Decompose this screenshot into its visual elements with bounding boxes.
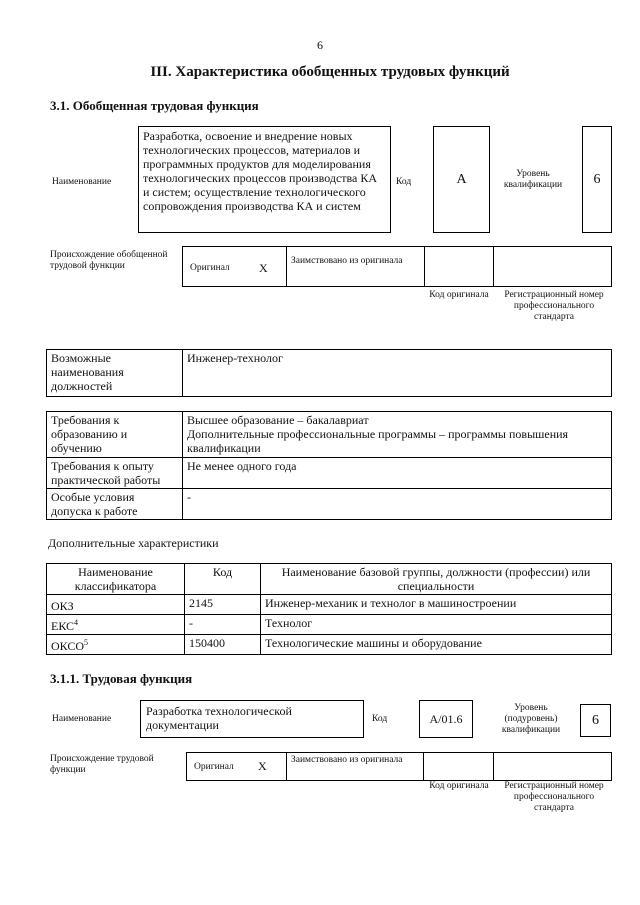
- gen-code-orig-label: Код оригинала: [429, 290, 489, 300]
- gen-name-value: Разработка, освоение и внедрение новых технологических процессов, материалов и программных продуктов для моделирования технологических процессов производства КА и систем; осуществление технологического сопровождения производства КА и систем: [138, 126, 391, 233]
- positions-table: [46, 349, 612, 397]
- additional-header-name: Наименование базовой группы, должности (профессии) или специальности: [261, 564, 612, 595]
- gen-origin-label: Происхождение обобщенной трудовой функции: [50, 250, 168, 271]
- gen-reg-num-label: Регистрационный номер профессионального стандарта: [504, 290, 604, 322]
- req-experience-label: Требования к опыту практической работы: [47, 458, 183, 489]
- labor-level-label: Уровень (подуровень) квалификации: [501, 703, 561, 735]
- labor-level-value: 6: [580, 704, 611, 737]
- gen-level-label: Уровень квалификации: [503, 169, 563, 190]
- gen-name-label: Наименование: [52, 177, 112, 187]
- additional-header-classifier: Наименование классификатора: [47, 564, 185, 595]
- labor-original-label: Оригинал: [194, 762, 234, 772]
- req-experience-value: Не менее одного года: [183, 458, 612, 489]
- additional-header-code: Код: [185, 564, 261, 595]
- positions-label: Возможные наименования должностей: [47, 350, 183, 397]
- name-cell: Инженер-механик и технолог в машиностроении: [261, 595, 612, 615]
- name-cell: Технологические машины и оборудование: [261, 635, 612, 655]
- section-title: III. Характеристика обобщенных трудовых функций: [150, 64, 510, 80]
- gen-level-value: 6: [582, 126, 612, 233]
- labor-code-label: Код: [372, 714, 388, 724]
- requirements-table: [46, 411, 612, 520]
- req-conditions-value: -: [183, 489, 612, 520]
- classifier-cell: ЕКС$^4$: [47, 615, 185, 635]
- name-cell: Технолог: [261, 615, 612, 635]
- labor-code-orig-label: Код оригинала: [429, 781, 489, 791]
- gen-code-label: Код: [396, 177, 412, 187]
- code-cell: 150400: [185, 635, 261, 655]
- labor-origin-label: Происхождение трудовой функции: [50, 754, 154, 775]
- additional-heading: Дополнительные характеристики: [48, 536, 219, 550]
- additional-table: [46, 563, 612, 655]
- labor-func-heading: 3.1.1. Трудовая функция: [50, 671, 193, 686]
- req-conditions-label: Особые условия допуска к работе: [47, 489, 183, 520]
- code-cell: 2145: [185, 595, 261, 615]
- labor-code-value: А/01.6: [419, 700, 473, 738]
- labor-reg-num-label: Регистрационный номер профессионального стандарта: [504, 781, 604, 813]
- gen-original-label: Оригинал: [190, 263, 230, 273]
- classifier-cell: ОКСО$^5$: [47, 635, 185, 655]
- positions-value: Инженер-технолог: [183, 350, 612, 397]
- labor-name-label: Наименование: [52, 714, 112, 724]
- gen-func-heading: 3.1. Обобщенная трудовая функция: [50, 98, 259, 113]
- labor-name-value: Разработка технологической документации: [140, 700, 364, 738]
- req-education-label: Требования к образованию и обучению: [47, 412, 183, 458]
- gen-code-value: А: [433, 126, 490, 233]
- classifier-cell: ОКЗ: [47, 595, 185, 615]
- page-number: 6: [317, 38, 323, 52]
- labor-borrowed-label: Заимствовано из оригинала: [291, 755, 403, 765]
- req-education-value: Высшее образование – бакалавриат Дополнительные профессиональные программы – программы повышения квалификации: [183, 412, 612, 458]
- gen-original-mark: Х: [259, 261, 268, 275]
- labor-original-mark: Х: [258, 759, 267, 773]
- code-cell: -: [185, 615, 261, 635]
- gen-borrowed-label: Заимствовано из оригинала: [291, 256, 403, 266]
